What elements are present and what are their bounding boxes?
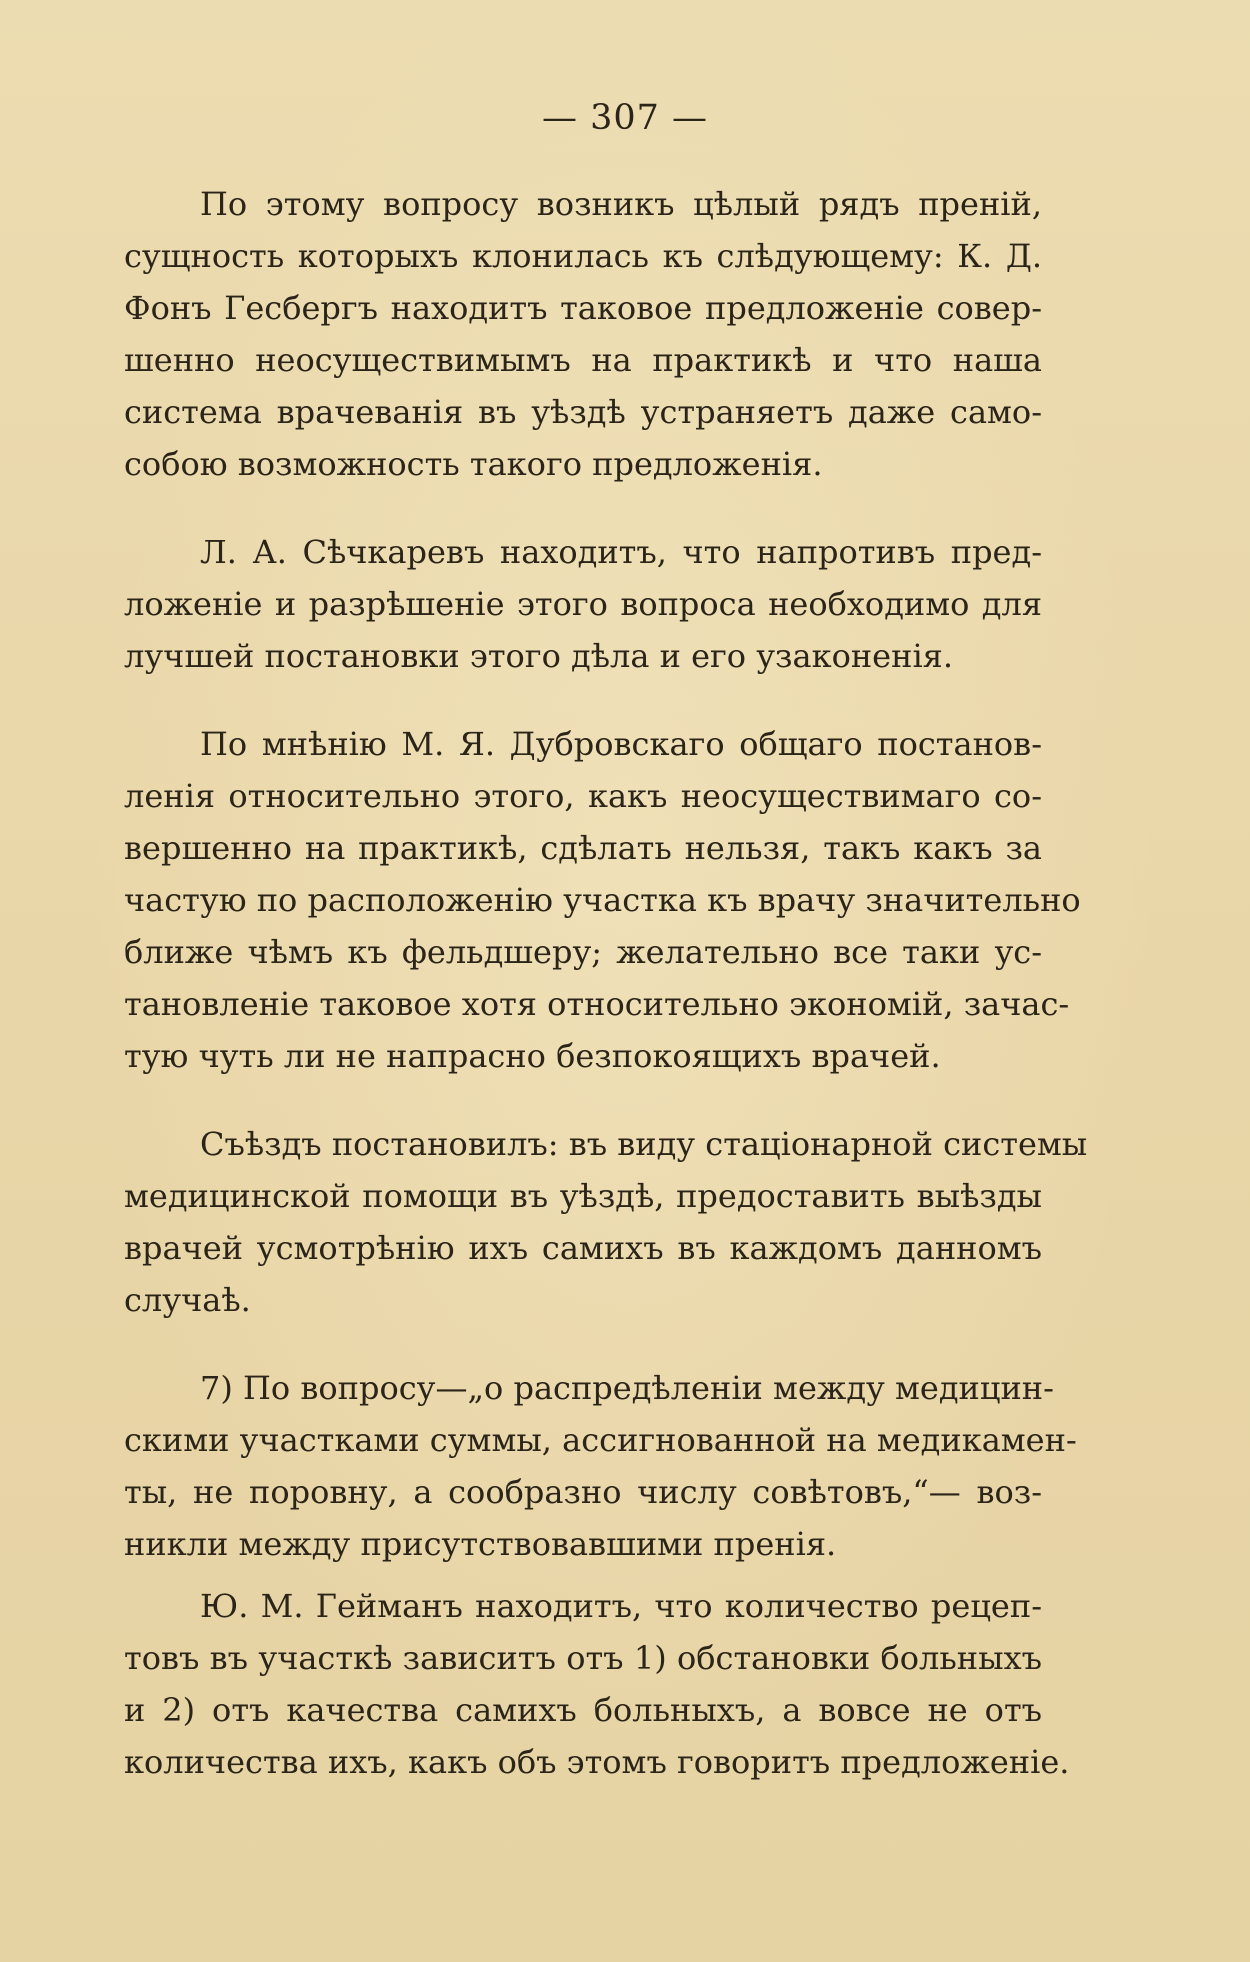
text-line: товъ въ участкѣ зависитъ отъ 1) обстановки больныхъ — [124, 1639, 1042, 1677]
text-line: частую по расположенію участка къ врачу значительно — [124, 881, 1081, 919]
text-line: ты, не поровну, а сообразно числу совѣтовъ,“— воз- — [124, 1473, 1042, 1511]
text-line: лучшей постановки этого дѣла и его узаконенія. — [124, 637, 954, 675]
text-line: медицинской помощи въ уѣздѣ, предоставить выѣзды — [124, 1177, 1042, 1215]
text-line: никли между присутствовавшими пренія. — [124, 1525, 837, 1563]
text-line: 7) По вопросу—„о распредѣленіи между медицин- — [200, 1369, 1054, 1407]
text-line: тую чуть ли не напрасно безпокоящихъ врачей. — [124, 1037, 941, 1075]
text-line: скими участками суммы, ассигнованной на медикамен- — [124, 1421, 1077, 1459]
text-line: сущность которыхъ клонилась къ слѣдующему: К. Д. — [124, 237, 1042, 275]
paragraph — [124, 718, 1081, 1082]
text-line: количества ихъ, какъ объ этомъ говоритъ предложеніе. — [124, 1743, 1070, 1781]
text-line: собою возможность такого предложенія. — [124, 445, 823, 483]
text-line: система врачеванія въ уѣздѣ устраняетъ даже само- — [124, 393, 1042, 431]
body-text — [124, 178, 1088, 1824]
text-line: вершенно на практикѣ, сдѣлать нельзя, такъ какъ за — [124, 829, 1042, 867]
text-line: Л. А. Сѣчкаревъ находитъ, что напротивъ пред- — [200, 533, 1042, 571]
paragraph — [124, 1118, 1088, 1326]
paragraph — [124, 1580, 1070, 1788]
text-line: и 2) отъ качества самихъ больныхъ, а вовсе не отъ — [124, 1691, 1042, 1729]
text-line: Фонъ Гесбергъ находитъ таковое предложеніе совер- — [124, 289, 1042, 327]
page-number: — 307 — — [541, 98, 709, 138]
paragraph — [124, 526, 1042, 682]
text-line: ленія относительно этого, какъ неосуществимаго со- — [124, 777, 1042, 815]
text-line: случаѣ. — [124, 1281, 251, 1319]
text-line: шенно неосуществимымъ на практикѣ и что наша — [124, 341, 1042, 379]
paragraph — [124, 178, 1042, 490]
text-line: По мнѣнію М. Я. Дубровскаго общаго постанов- — [200, 725, 1042, 763]
text-line: Съѣздъ постановилъ: въ виду стаціонарной системы — [200, 1125, 1088, 1163]
text-line: Ю. М. Гейманъ находитъ, что количество рецеп- — [200, 1587, 1042, 1625]
text-line: ложеніе и разрѣшеніе этого вопроса необходимо для — [124, 585, 1042, 623]
text-line: ближе чѣмъ къ фельдшеру; желательно все таки ус- — [124, 933, 1042, 971]
text-line: тановленіе таковое хотя относительно экономій, зачас- — [124, 985, 1070, 1023]
text-line: По этому вопросу возникъ цѣлый рядъ преній, — [200, 185, 1042, 223]
paragraph — [124, 1362, 1077, 1570]
text-line: врачей усмотрѣнію ихъ самихъ въ каждомъ данномъ — [124, 1229, 1042, 1267]
